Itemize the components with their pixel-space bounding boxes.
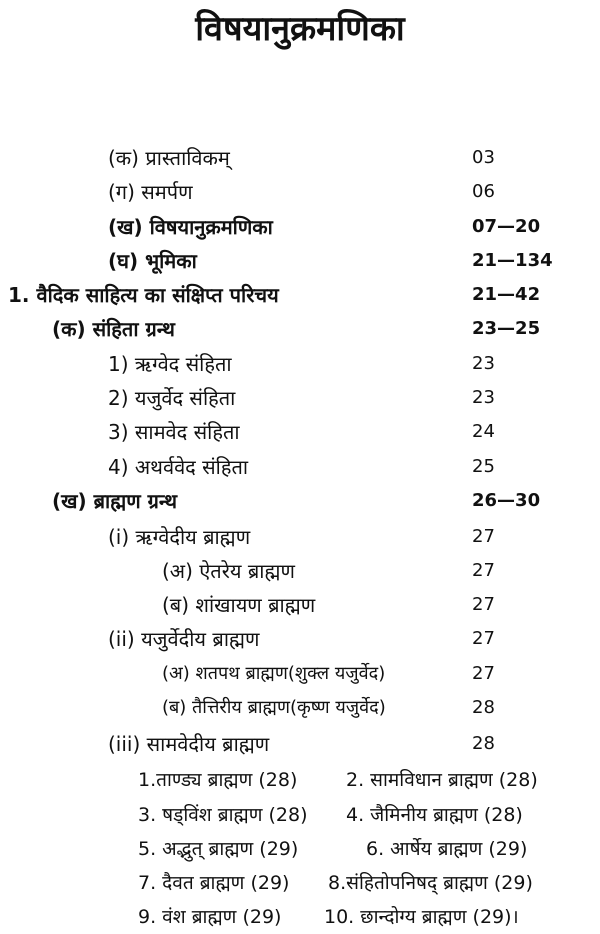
toc-entry (0, 312, 600, 346)
list-item-left: 7. दैवत ब्राह्मण (29) (138, 872, 290, 894)
toc-entry-label: (क) संहिता ग्रन्थ (52, 317, 175, 341)
list-item (138, 798, 588, 832)
toc-entry-page: 07—20 (472, 216, 541, 237)
toc-entry (0, 175, 600, 209)
toc-entry (0, 450, 600, 484)
toc-entry-label: (iii) सामवेदीय ब्राह्मण (108, 732, 270, 756)
list-item-left: 3. षड्विंश ब्राह्मण (28) (138, 804, 308, 826)
toc-entry-page: 24 (472, 421, 495, 442)
toc-entry-label: (ब) शांखायण ब्राह्मण (162, 593, 316, 617)
toc-entry (0, 347, 600, 381)
toc-entry-page: 27 (472, 594, 495, 615)
toc-entry-page: 27 (472, 526, 495, 547)
list-item (138, 866, 588, 900)
toc-entry (0, 727, 600, 761)
list-item-left: 9. वंश ब्राह्मण (29) (138, 906, 282, 928)
toc-entry-page: 27 (472, 663, 495, 684)
toc-entry-label: (अ) ऐतरेय ब्राह्मण (162, 559, 295, 583)
toc-entry-label: 1) ऋग्वेद संहिता (108, 352, 232, 376)
toc-entry-label: 4) अथर्ववेद संहिता (108, 455, 249, 479)
toc-entry-label: (ख) विषयानुक्रमणिका (108, 215, 273, 239)
toc-entry-page: 27 (472, 628, 495, 649)
toc-entry-page: 27 (472, 560, 495, 581)
toc-entry-label: 3) सामवेद संहिता (108, 420, 240, 444)
list-item (138, 763, 588, 797)
toc-entry-label: (i) ऋग्वेदीय ब्राह्मण (108, 525, 251, 549)
list-item (138, 832, 588, 866)
list-item-right: 10. छान्दोग्य ब्राह्मण (29)। (324, 906, 519, 928)
toc-entry-page: 03 (472, 147, 495, 168)
toc-entry-label: (क) प्रास्ताविकम् (108, 146, 230, 170)
toc-entry-page: 25 (472, 456, 495, 477)
toc-entry-page: 28 (472, 697, 495, 718)
toc-entry-label: (ii) यजुर्वेदीय ब्राह्मण (108, 627, 260, 651)
toc-entry (0, 210, 600, 244)
toc-entry (0, 278, 600, 312)
toc-entry (0, 588, 600, 622)
toc-entry (0, 622, 600, 656)
toc-entry (0, 381, 600, 415)
toc-entry-page: 23 (472, 387, 495, 408)
toc-entry-page: 06 (472, 181, 495, 202)
toc-entry-label: (ब) तैत्तिरीय ब्राह्मण(कृष्ण यजुर्वेद) (162, 697, 386, 718)
toc-entry-page: 21—42 (472, 284, 541, 305)
toc-entry (0, 141, 600, 175)
toc-entry-label: 2) यजुर्वेद संहिता (108, 386, 236, 410)
list-item-left: 1.ताण्ड्य ब्राह्मण (28) (138, 769, 298, 791)
toc-entry-label: (घ) भूमिका (108, 249, 197, 273)
list-item (138, 900, 588, 934)
toc-entry-page: 23—25 (472, 318, 541, 339)
list-item-left: 5. अद्भुत् ब्राह्मण (29) (138, 838, 299, 860)
toc-entry-page: 21—134 (472, 250, 553, 271)
toc-entry-label: (अ) शतपथ ब्राह्मण(शुक्ल यजुर्वेद) (162, 663, 386, 684)
toc-entry-label: 1. वैदिक साहित्य का संक्षिप्त परिचय (8, 283, 279, 307)
list-item-right: 2. सामविधान ब्राह्मण (28) (346, 769, 538, 791)
toc-entry (0, 415, 600, 449)
toc-entry-label: (ग) समर्पण (108, 180, 193, 204)
list-item-right: 6. आर्षेय ब्राह्मण (29) (366, 838, 528, 860)
toc-entry (0, 244, 600, 278)
toc-entry (0, 520, 600, 554)
toc-entry-label: (ख) ब्राह्मण ग्रन्थ (52, 489, 178, 513)
toc-entry (0, 657, 600, 691)
list-item-right: 8.संहितोपनिषद् ब्राह्मण (29) (328, 872, 533, 894)
toc-entry-page: 23 (472, 353, 495, 374)
toc-entry (0, 691, 600, 725)
toc-entry-page: 26—30 (472, 490, 541, 511)
list-item-right: 4. जैमिनीय ब्राह्मण (28) (346, 804, 523, 826)
page-title: विषयानुक्रमणिका (195, 9, 405, 49)
toc-entry (0, 554, 600, 588)
toc-entry (0, 484, 600, 518)
toc-entry-page: 28 (472, 733, 495, 754)
